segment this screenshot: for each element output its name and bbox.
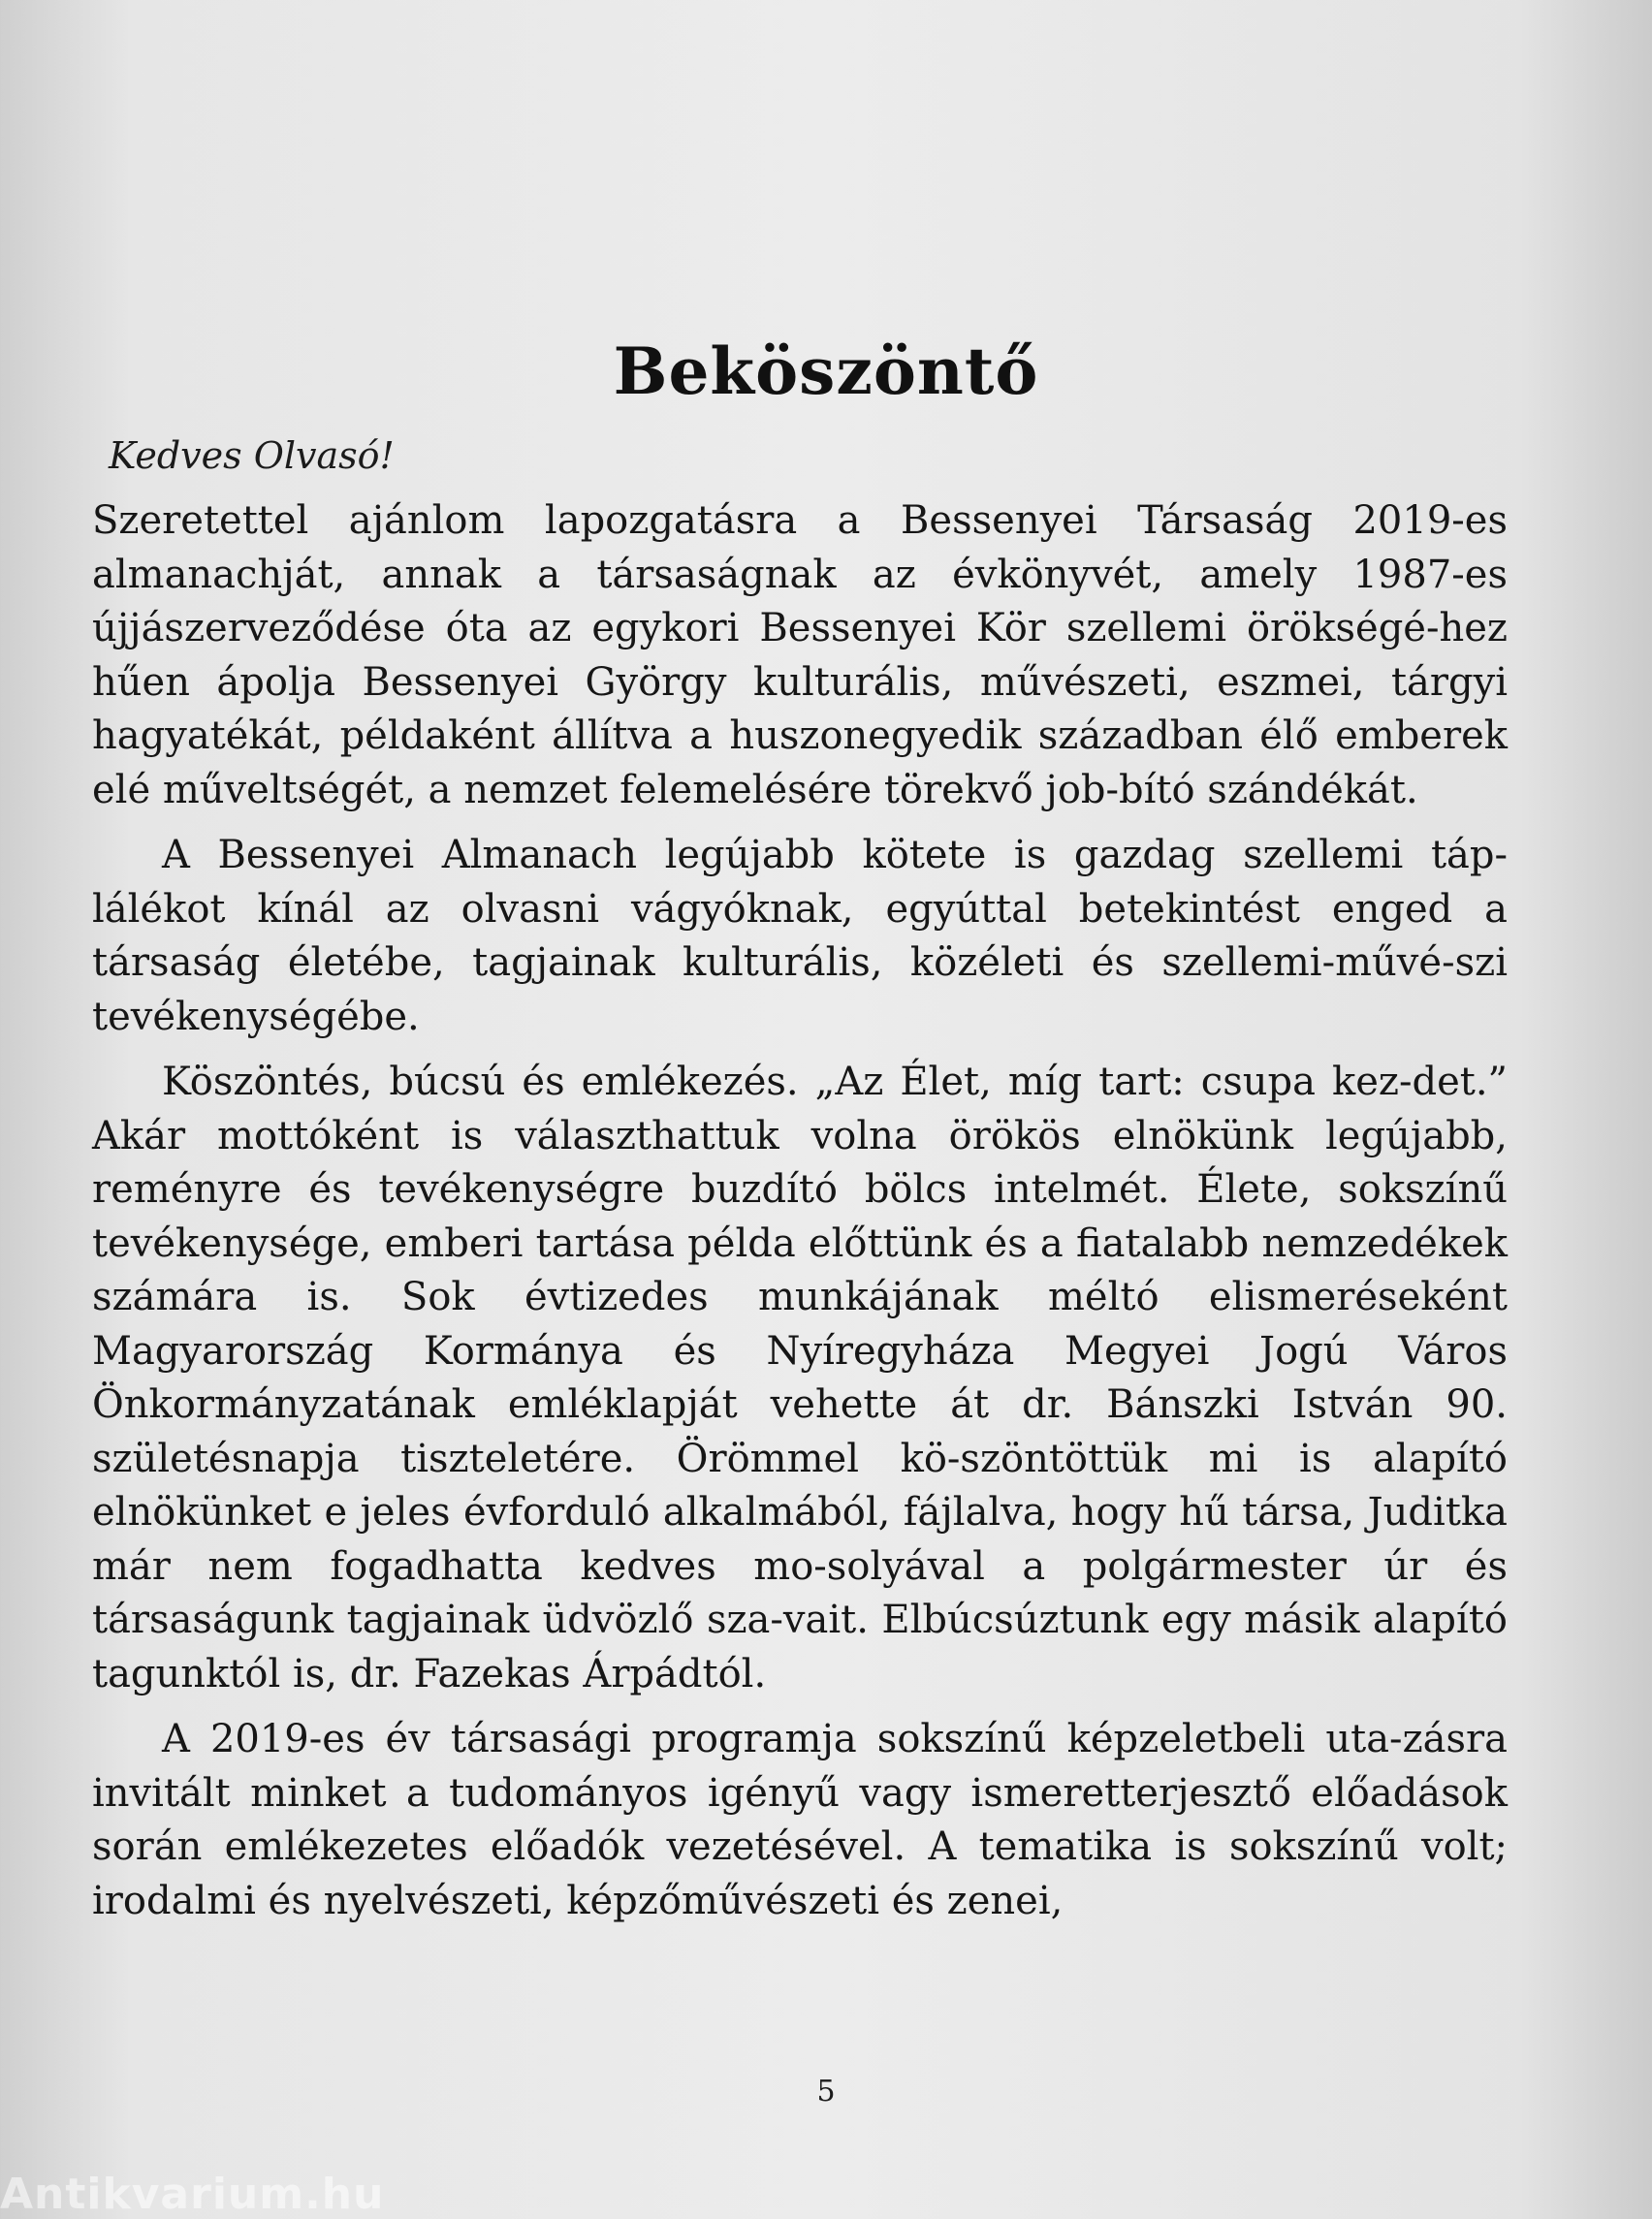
greeting: Kedves Olvasó!: [109, 434, 395, 477]
show-through-text: [97, 0, 1512, 485]
paragraph-2: A Bessenyei Almanach legújabb kötete is gazdag szellemi táp-lálékot kínál az olvasni vágyóknak, egyúttal betekintést enged a társaság életébe, tagjainak kulturális, közéleti és szellemi-művé-szi tevékenységébe.: [92, 833, 1508, 1039]
page-number: 5: [816, 2075, 836, 2108]
body-text: [92, 494, 1508, 1940]
paragraph-3: Köszöntés, búcsú és emlékezés. „Az Élet, míg tart: csupa kez-det.” Akár mottóként is választhattuk volna örökös elnökünk legújabb, reményre és tevékenységre buzdító bölcs intelmét. Élete, sokszínű tevékenysége, emberi tartása példa előttünk és a fiatalabb nemzedékek számára is. Sok évtizedes munkájának méltó elismeréseként Magyarország Kormánya és Nyíregyháza Megyei Jogú Város Önkormányzatának emléklapját vehette át dr. Bánszki István 90. születésnapja tiszteletére. Örömmel kö-szöntöttük mi is alapító elnökünket e jeles évforduló alkalmából, fájlalva, hogy hű társa, Juditka már nem fogadhatta kedves mo-solyával a polgármester úr és társaságunk tagjainak üdvözlő sza-vait. Elbúcsúztunk egy másik alapító tagunktól is, dr. Fazekas Árpádtól.: [92, 1060, 1508, 1696]
watermark: Antikvarium.hu: [0, 2170, 385, 2219]
paragraph-4: A 2019-es év társasági programja sokszínű képzeletbeli uta-zásra invitált minket a tudományos igényű vagy ismeretterjesztő előadások során emlékezetes előadók vezetésével. A tematika is sokszínű volt; irodalmi és nyelvészeti, képzőművészeti és zenei,: [92, 1717, 1508, 1923]
paragraph-1: Szeretettel ajánlom lapozgatásra a Bessenyei Társaság 2019-es almanachját, annak a társaságnak az évkönyvét, amely 1987-es újjászerveződése óta az egykori Bessenyei Kör szellemi örökségé-hez hűen ápolja Bessenyei György kulturális, művészeti, eszmei, tárgyi hagyatékát, példaként állítva a huszonegyedik században élő emberek elé műveltségét, a nemzet felemelésére törekvő job-bító szándékát.: [92, 498, 1508, 812]
page-title: Beköszöntő: [613, 333, 1039, 410]
